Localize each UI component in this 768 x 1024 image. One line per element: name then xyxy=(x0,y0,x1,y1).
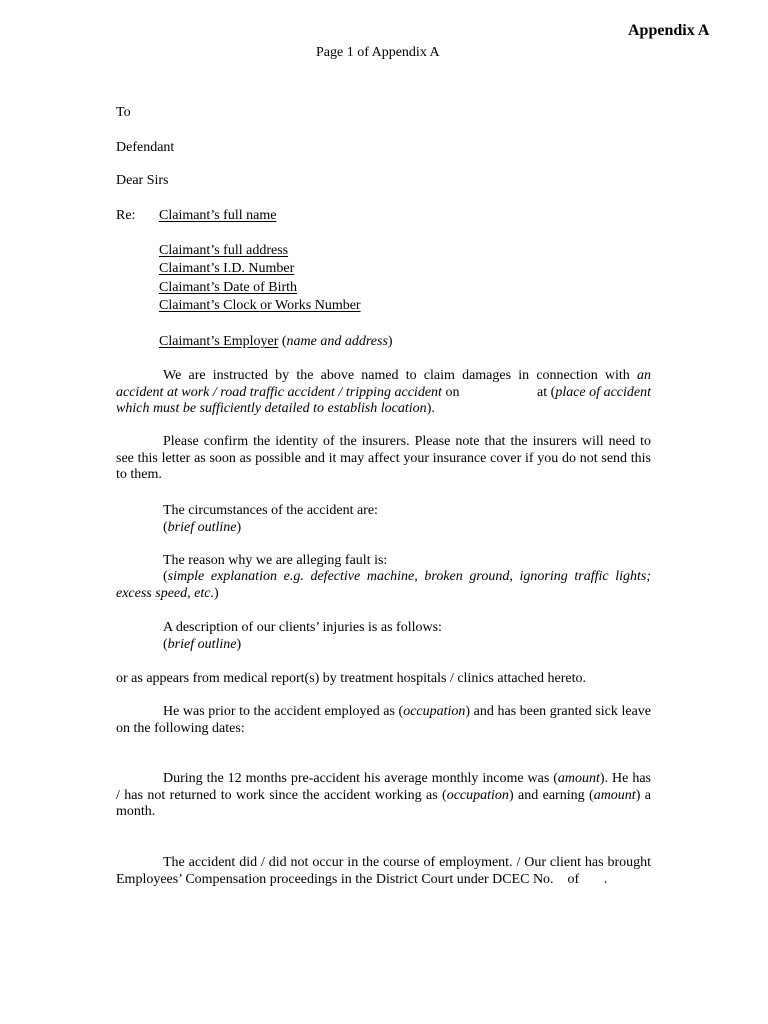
paragraph-insurers: Please confirm the identity of the insurers. Please note that the insurers will need to see this letter as soon as possible and it may affect your insurance cover if you do not send this to them. xyxy=(116,434,651,482)
claimant-address: Claimant’s full address xyxy=(159,243,289,258)
claimant-clock-number: Claimant’s Clock or Works Number xyxy=(159,298,361,313)
to-label: To xyxy=(116,105,131,120)
injuries-line: A description of our clients’ injuries is as follows: xyxy=(163,620,442,635)
fault-line: The reason why we are alleging fault is: xyxy=(163,553,388,568)
dear-sirs: Dear Sirs xyxy=(116,173,169,188)
re-label: Re: xyxy=(116,208,136,223)
employer-note: name and address xyxy=(286,334,388,349)
paragraph-instruction: We are instructed by the above named to claim damages in connection with an accident at work / road traffic accident / tripping accident on at (place of accident which must be sufficiently detailed to establish location). xyxy=(116,368,652,416)
injuries-note: (brief outline) xyxy=(163,637,242,652)
paragraph-income: During the 12 months pre-accident his average monthly income was (amount). He has / has not returned to work since the accident working as (occupation) and earning (amount) a month. xyxy=(116,771,651,819)
paragraph-course-of-employment: The accident did / did not occur in the course of employment. / Our client has brought Employees’ Compensation proceedings in the District Court under DCEC No. of . xyxy=(116,855,655,887)
claimant-dob: Claimant’s Date of Birth xyxy=(159,280,298,295)
page-number: Page 1 of Appendix A xyxy=(316,45,440,60)
claimant-employer: Claimant’s Employer xyxy=(159,334,279,349)
medical-reports-line: or as appears from medical report(s) by treatment hospitals / clinics attached hereto. xyxy=(116,671,586,686)
paragraph-employment: He was prior to the accident employed as (occupation) and has been granted sick leave on the following dates: xyxy=(116,704,651,736)
fault-note: (simple explanation e.g. defective machine, broken ground, ignoring traffic lights; excess speed, etc.) xyxy=(116,569,651,601)
claimant-id: Claimant’s I.D. Number xyxy=(159,261,295,276)
appendix-title: Appendix A xyxy=(628,22,710,39)
claimant-employer-line: Claimant’s Employer (name and address) xyxy=(159,334,393,349)
defendant-label: Defendant xyxy=(116,140,175,155)
circumstances-line: The circumstances of the accident are: xyxy=(163,503,378,518)
claimant-name: Claimant’s full name xyxy=(159,208,277,223)
circumstances-note: (brief outline) xyxy=(163,520,242,535)
